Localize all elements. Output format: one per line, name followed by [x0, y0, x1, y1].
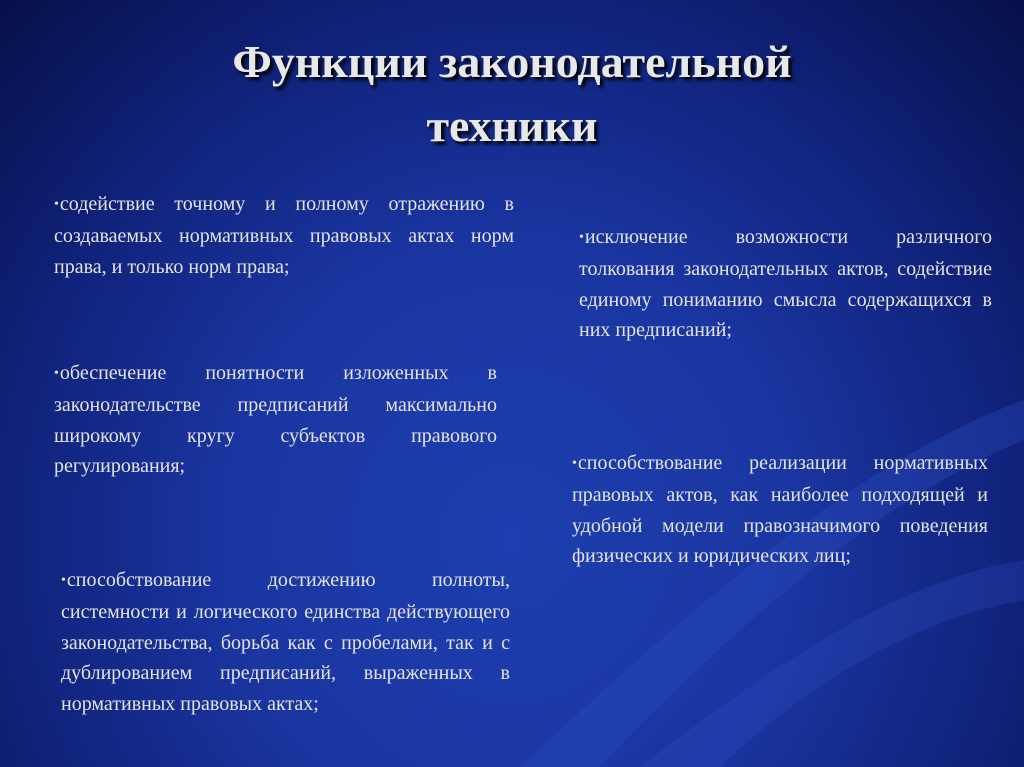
title-line-2: техники	[426, 100, 598, 151]
function-item-4	[579, 222, 992, 346]
function-item-text: способствование реализации нормативных правовых актов, как наиболее подходящей и удобной модели правозначимого поведения физических и юридических лиц;	[572, 452, 988, 568]
function-item-text: обеспечение понятности изложенных в законодательстве предписаний максимально широкому кругу субъектов правового регулирования;	[54, 362, 497, 478]
function-item-text: исключение возможности различного толкования законодательных актов, содействие единому пониманию смысла содержащихся в них предписаний;	[579, 226, 992, 342]
slide-title	[0, 30, 1024, 158]
bullet-icon: •	[579, 230, 584, 245]
bullet-icon: •	[61, 573, 66, 588]
bullet-icon: •	[54, 197, 59, 212]
title-line-1: Функции законодательной	[232, 36, 792, 87]
bullet-icon: •	[572, 456, 577, 471]
function-item-text: способствование достижению полноты, системности и логического единства действующего законодательства, борьба как с пробелами, так и с дублированием предписаний, выраженных в нормативных правовых актах;	[61, 569, 510, 716]
bullet-icon: •	[54, 366, 59, 381]
function-item-3	[61, 565, 510, 720]
function-item-5	[572, 448, 988, 572]
function-item-2	[54, 358, 497, 482]
function-item-text: содействие точному и полному отражению в создаваемых нормативных правовых актах норм права, и только норм права;	[54, 193, 514, 278]
function-item-1	[54, 189, 514, 282]
